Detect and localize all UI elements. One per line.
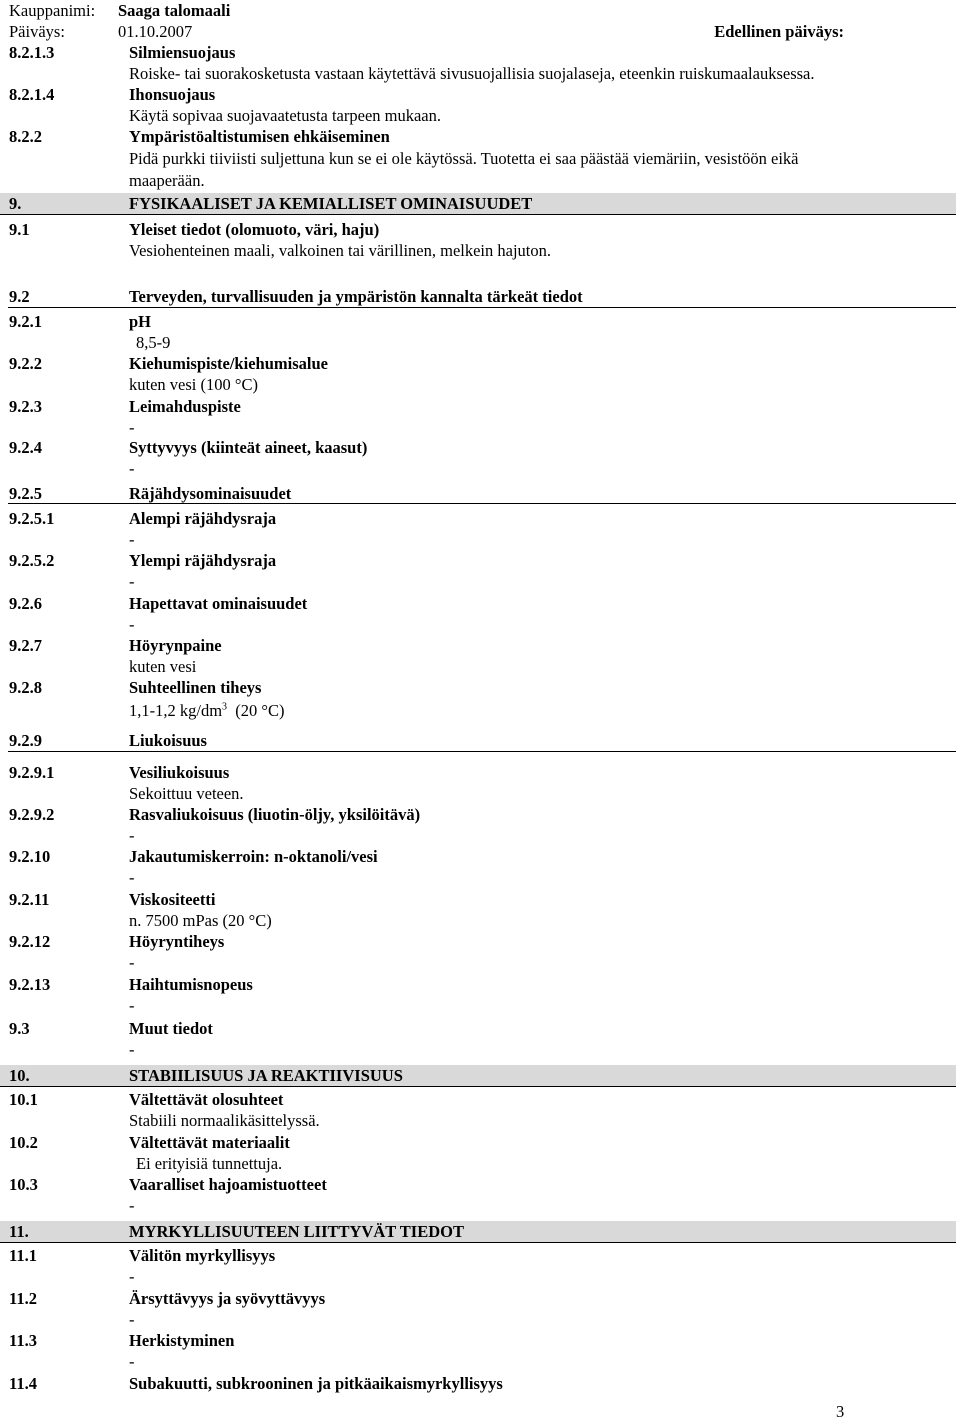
divider [8,503,956,504]
item-value: kuten vesi [129,657,197,676]
item-number: 9.3 [9,1019,30,1038]
item-value: kuten vesi (100 °C) [129,375,258,394]
item-number: 9.2.13 [9,975,51,994]
divider [8,307,956,308]
density-value: 1,1-1,2 kg/dm [129,701,223,720]
item-title: Vesiliukoisuus [129,763,230,782]
item-number: 9.2.9 [9,731,42,750]
section-10-header [0,1065,956,1087]
date-value: 01.10.2007 [118,22,193,41]
section-9-header [0,193,956,215]
item-text: maaperään. [129,171,205,190]
item-value: Ei erityisiä tunnettuja. [136,1154,283,1173]
item-number: 9.1 [9,220,30,239]
item-title: Yleiset tiedot (olomuoto, väri, haju) [129,220,380,239]
item-number: 8.2.1.4 [9,85,55,104]
item-value: n. 7500 mPas (20 °C) [129,911,272,930]
item-title: Viskositeetti [129,890,216,909]
item-number: 9.2.3 [9,397,42,416]
item-number: 11.3 [9,1331,37,1350]
item-number: 8.2.1.3 [9,43,55,62]
item-value: Sekoittuu veteen. [129,784,244,803]
section-title: FYSIKAALISET JA KEMIALLISET OMINAISUUDET [129,194,533,213]
item-value [129,700,285,721]
item-title: Herkistyminen [129,1331,235,1350]
item-value: - [129,615,135,634]
item-number: 9.2.6 [9,594,42,613]
density-exponent: 3 [222,701,228,713]
section-number: 11. [9,1222,29,1241]
item-title: Subakuutti, subkrooninen ja pitkäaikaismyrkyllisyys [129,1374,503,1393]
item-text: Roiske- tai suorakosketusta vastaan käytettävä sivusuojallisia suojalaseja, eteenkin ruiskumaalauksessa. [129,64,815,83]
item-title: Jakautumiskerroin: n-oktanoli/vesi [129,847,378,866]
item-title: Vältettävät olosuhteet [129,1090,284,1109]
item-number: 11.4 [9,1374,37,1393]
item-value: - [129,1267,135,1286]
item-title: Alempi räjähdysraja [129,509,277,528]
item-value: - [129,868,135,887]
item-title: Silmiensuojaus [129,43,236,62]
section-11-header [0,1221,956,1243]
item-number: 11.1 [9,1246,37,1265]
item-title: Rasvaliukoisuus (liuotin-öljy, yksilöitävä) [129,805,421,824]
item-title: Terveyden, turvallisuuden ja ympäristön kannalta tärkeät tiedot [129,287,583,306]
item-title: Haihtumisnopeus [129,975,253,994]
item-number: 10.1 [9,1090,38,1109]
item-number: 9.2.4 [9,438,42,457]
item-value: - [129,572,135,591]
item-number: 11.2 [9,1289,37,1308]
item-number: 9.2.9.2 [9,805,55,824]
item-title: Suhteellinen tiheys [129,678,262,697]
item-title: Kiehumispiste/kiehumisalue [129,354,328,373]
item-value: - [129,418,135,437]
section-number: 10. [9,1066,30,1085]
item-value: - [129,996,135,1015]
item-number: 9.2.9.1 [9,763,55,782]
item-title: Ylempi räjähdysraja [129,551,277,570]
section-title: MYRKYLLISUUTEEN LIITTYVÄT TIEDOT [129,1222,464,1241]
item-title: Ympäristöaltistumisen ehkäiseminen [129,127,390,146]
divider [8,751,956,752]
item-number: 8.2.2 [9,127,42,146]
item-title: Räjähdysominaisuudet [129,484,292,503]
item-number: 9.2.5 [9,484,42,503]
item-title: Muut tiedot [129,1019,213,1038]
item-value: - [129,1196,135,1215]
item-title: Vaaralliset hajoamistuotteet [129,1175,327,1194]
item-number: 9.2.11 [9,890,50,909]
item-title: Leimahduspiste [129,397,241,416]
item-title: Vältettävät materiaalit [129,1133,290,1152]
item-title: Välitön myrkyllisyys [129,1246,276,1265]
product-name: Saaga talomaali [118,1,231,20]
item-text: Vesiohenteinen maali, valkoinen tai värillinen, melkein hajuton. [129,241,552,260]
item-number: 9.2.1 [9,312,42,331]
item-value: - [129,459,135,478]
item-value: - [129,530,135,549]
item-title: Höyryntiheys [129,932,225,951]
item-title: Höyrynpaine [129,636,222,655]
previous-date-label: Edellinen päiväys: [714,22,844,41]
section-number: 9. [9,194,22,213]
item-value: Stabiili normaalikäsittelyssä. [129,1111,320,1130]
item-title: Liukoisuus [129,731,207,750]
item-number: 9.2.7 [9,636,42,655]
item-number: 9.2 [9,287,30,306]
item-value: - [129,826,135,845]
product-label: Kauppanimi: [9,1,96,20]
item-number: 9.2.12 [9,932,51,951]
item-title: Ihonsuojaus [129,85,216,104]
item-number: 9.2.5.1 [9,509,55,528]
item-value: - [129,1310,135,1329]
item-title: Hapettavat ominaisuudet [129,594,308,613]
item-value: - [129,1352,135,1371]
item-number: 9.2.10 [9,847,51,866]
item-text: Pidä purkki tiiviisti suljettuna kun se ei ole käytössä. Tuotetta ei saa päästää viemäriin, vesistöön eikä [129,149,799,168]
item-number: 10.2 [9,1133,38,1152]
item-value: - [129,1040,135,1059]
date-label: Päiväys: [9,22,65,41]
item-title: Syttyvyys (kiinteät aineet, kaasut) [129,438,368,457]
item-number: 9.2.2 [9,354,42,373]
item-text: Käytä sopivaa suojavaatetusta tarpeen mukaan. [129,106,442,125]
item-title: pH [129,312,152,331]
section-title: STABIILISUUS JA REAKTIIVISUUS [129,1066,403,1085]
item-value: 8,5-9 [136,333,171,352]
page-number: 3 [836,1402,845,1421]
item-number: 9.2.8 [9,678,42,697]
density-temperature: (20 °C) [227,701,285,720]
item-title: Ärsyttävyys ja syövyttävyys [129,1289,326,1308]
item-number: 10.3 [9,1175,38,1194]
item-number: 9.2.5.2 [9,551,55,570]
item-value: - [129,953,135,972]
